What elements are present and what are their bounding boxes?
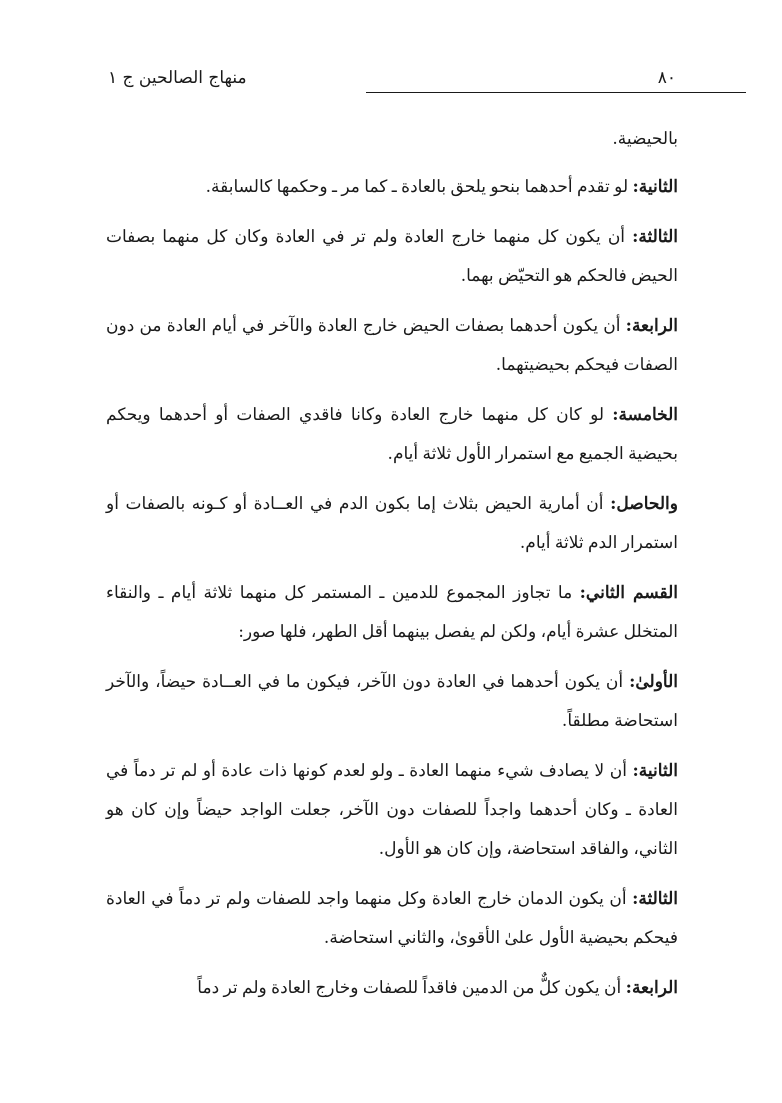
paragraph-2	[106, 168, 678, 207]
book-title: منهاج الصالحين ج ١	[108, 68, 247, 88]
paragraph-text: ما تجاوز المجموع للدمين ـ المستمر كل منهما ثلاثة أيام ـ والنقاء المتخلل عشرة أيام، ولكن لم يفصل بينهما أقل الطهر، فلها صور:	[106, 583, 678, 642]
paragraph-lead: الرابعة:	[625, 316, 678, 336]
paragraph-9	[106, 752, 678, 869]
paragraph-lead: الثانية:	[632, 761, 678, 781]
paragraph-text: أن يكون كلٌّ من الدمين فاقداً للصفات وخارج العادة ولم تر دماً	[197, 978, 626, 998]
paragraph-text: أن لا يصادف شيء منهما العادة ـ ولو لعدم كونها ذات عادة أو لم تر دماً في العادة ـ وكان أحدهما واجداً للصفات دون الآخر، جعلت الواجد حيضاً وإن كان هو الثاني، والفاقد استحاضة، وإن كان هو الأول.	[106, 761, 678, 859]
paragraph-text: أن يكون الدمان خارج العادة وكل منهما واجد للصفات ولم تر دماً في العادة فيحكم بحيضية الأول علىٰ الأقوىٰ، والثاني استحاضة.	[106, 889, 678, 948]
paragraph-10	[106, 880, 678, 958]
page-body	[106, 120, 678, 1019]
paragraph-text: لو تقدم أحدهما بنحو يلحق بالعادة ـ كما مر ـ وحكمها كالسابقة.	[205, 177, 633, 197]
paragraph-lead: الأولىٰ:	[629, 672, 678, 692]
paragraph-text: أن أمارية الحيض بثلاث إما بكون الدم في العــادة أو كـونه بالصفات أو استمرار الدم ثلاثة أيام.	[106, 494, 678, 553]
paragraph-lead: القسم الثاني:	[579, 583, 678, 603]
paragraph-lead: والحاصل:	[610, 494, 678, 514]
paragraph-11	[106, 969, 678, 1008]
paragraph-lead: الخامسة:	[612, 405, 678, 425]
paragraph-text: لو كان كل منهما خارج العادة وكانا فاقدي الصفات أو أحدهما ويحكم بحيضية الجميع مع استمرار الأول ثلاثة أيام.	[106, 405, 678, 464]
paragraph-lead: الثالثة:	[632, 227, 678, 247]
paragraph-5	[106, 396, 678, 474]
paragraph-4	[106, 307, 678, 385]
paragraph-6	[106, 485, 678, 563]
paragraph-8	[106, 663, 678, 741]
header-rule	[366, 92, 746, 93]
page-number: ٨٠	[657, 68, 676, 88]
paragraph-lead: الثالثة:	[632, 889, 678, 909]
paragraph-lead: الرابعة:	[625, 978, 678, 998]
paragraph-text: أن يكون أحدهما في العادة دون الآخر، فيكون ما في العــادة حيضاً، والآخر استحاضة مطلقاً.	[106, 672, 678, 731]
paragraph-lead: الثانية:	[632, 177, 678, 197]
paragraph-7	[106, 574, 678, 652]
paragraph-text: أن يكون كل منهما خارج العادة ولم تر في العادة وكان كل منهما بصفات الحيض فالحكم هو التحيّض بهما.	[106, 227, 678, 286]
paragraph-text: بالحيضية.	[612, 129, 678, 149]
paragraph-3	[106, 218, 678, 296]
paragraph-1	[106, 120, 678, 159]
paragraph-text: أن يكون أحدهما بصفات الحيض خارج العادة والآخر في أيام العادة من دون الصفات فيحكم بحيضيتهما.	[106, 316, 678, 375]
running-header	[108, 68, 676, 98]
